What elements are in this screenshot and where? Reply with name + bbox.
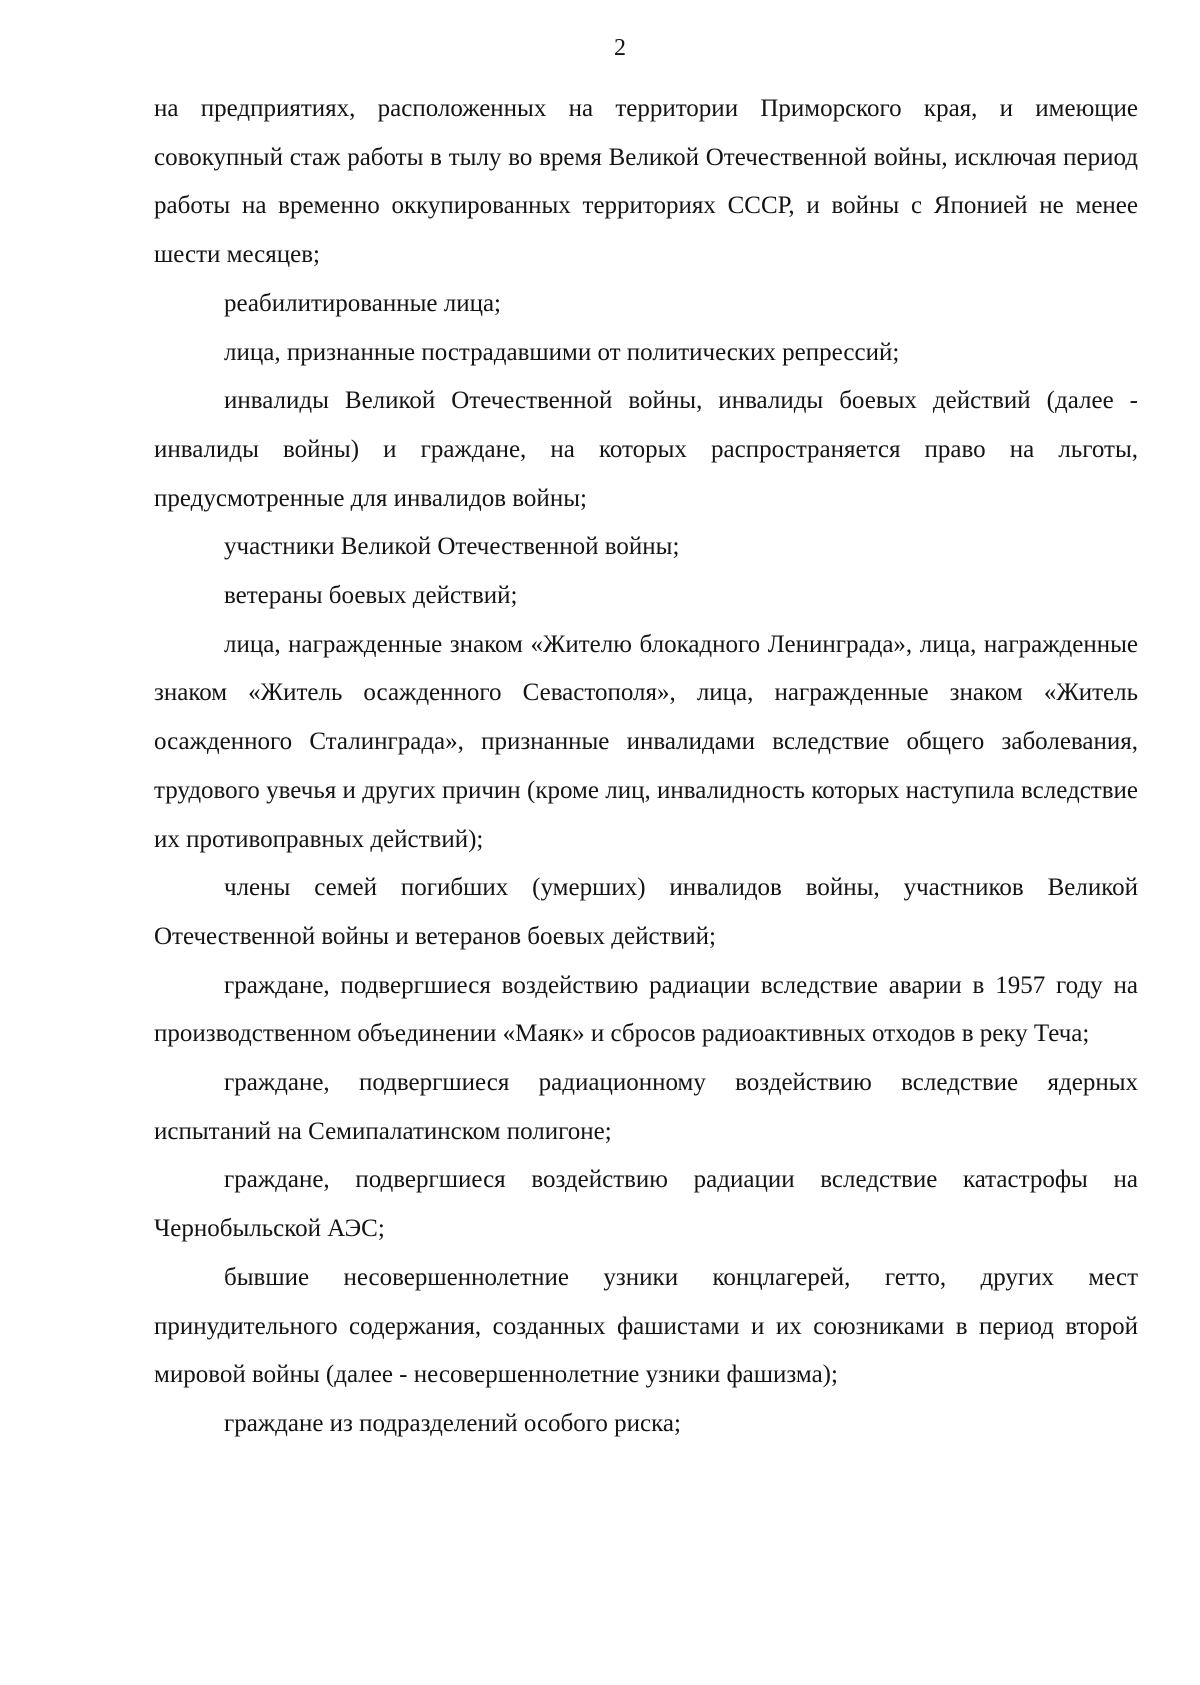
- page-number: 2: [614, 35, 626, 61]
- document-body: [154, 85, 1138, 1449]
- paragraph-combat-veterans: ветераны боевых действий;: [224, 582, 518, 610]
- paragraph-chernobyl: граждане, подвергшиеся воздействию радиации вследствие катастрофы на Чернобыльской АЭС;: [154, 1166, 1138, 1243]
- paragraph-continuation: на предприятиях, расположенных на территории Приморского края, и имеющие совокупный стаж работы в тылу во время Великой Отечественной войны, исключая период работы на временно оккупированных территориях СССР, и войны с Японией не менее шести месяцев;: [154, 95, 1138, 269]
- paragraph-rehabilitated: реабилитированные лица;: [224, 289, 502, 317]
- paragraph-special-risk: граждане из подразделений особого риска;: [224, 1409, 681, 1437]
- paragraph-repression-victims: лица, признанные пострадавшими от политических репрессий;: [224, 338, 900, 366]
- paragraph-family-members: члены семей погибших (умерших) инвалидов войны, участников Великой Отечественной войны и ветеранов боевых действий;: [154, 874, 1138, 950]
- paragraph-semipalatinsk: граждане, подвергшиеся радиационному воздействию вследствие ядерных испытаний на Семипалатинском полигоне;: [154, 1069, 1138, 1145]
- paragraph-mayak-radiation: граждане, подвергшиеся воздействию радиации вследствие аварии в 1957 году на производственном объединении «Маяк» и сбросов радиоактивных отходов в реку Теча;: [154, 971, 1138, 1048]
- paragraph-minor-prisoners: бывшие несовершеннолетние узники концлагерей, гетто, других мест принудительного содержания, созданных фашистами и их союзниками в период второй мировой войны (далее - несовершеннолетние узники фашизма);: [154, 1263, 1138, 1389]
- paragraph-war-participants: участники Великой Отечественной войны;: [224, 533, 680, 561]
- paragraph-war-invalids: инвалиды Великой Отечественной войны, инвалиды боевых действий (далее - инвалиды войны) и граждане, на которых распространяется право на льготы, предусмотренные для инвалидов войны;: [154, 387, 1138, 512]
- paragraph-siege-residents: лица, награжденные знаком «Жителю блокадного Ленинграда», лица, награжденные знаком «Житель осажденного Севастополя», лица, награжденные знаком «Житель осажденного Сталинграда», признанные инвалидами вследствие общего заболевания, трудового увечья и других причин (кроме лиц, инвалидность которых наступила вследствие их противоправных действий);: [154, 630, 1138, 853]
